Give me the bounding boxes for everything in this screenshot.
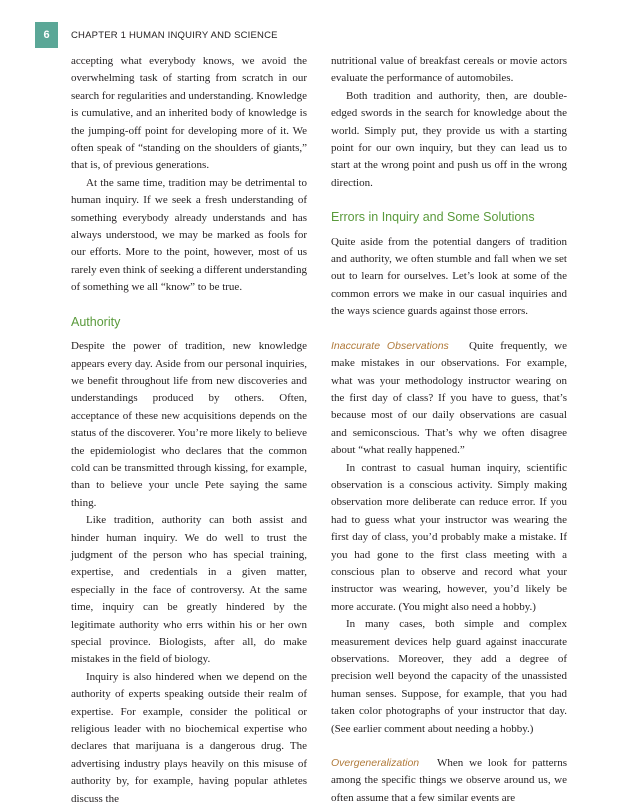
paragraph: Quite aside from the potential dangers of tradition and authority, we often stumble and fall when we set out to learn for ourselves. Let’s look at some of the common errors we make in our casual inquiries and the ways science guards against those errors. [331, 235, 567, 318]
page-number: 6 [43, 29, 50, 41]
paragraph: Both tradition and authority, then, are double-edged swords in the search for knowledge about the world. Simply put, they provide us with a starting point for our own inquiry, but they can lead us to start at the wrong point and push us off in the wrong direction. [331, 89, 567, 189]
paragraph-inaccurate-observations [331, 338, 567, 460]
paragraph-text: When we look for patterns among the specific things we observe around us, we often assume that a few similar events are [331, 757, 567, 804]
runin-heading-inaccurate-observations: Inaccurate Observations [331, 339, 449, 352]
paragraph: At the same time, tradition may be detrimental to human inquiry. If we seek a fresh understanding of something everybody already understands and has always understood, we may be marked as fools for our efforts. More to the point, however, most of us rarely even think of seeking a different understanding of something we all “know” to be true. [71, 176, 307, 294]
right-column [331, 53, 567, 807]
running-head: CHAPTER 1 HUMAN INQUIRY AND SCIENCE [71, 30, 278, 41]
paragraph: nutritional value of breakfast cereals or movie actors evaluate the performance of automobiles. [331, 55, 567, 85]
paragraph: Like tradition, authority can both assist and hinder human inquiry. We do well to trust the judgment of the person who has special training, expertise, and credentials in a given matter, especially in the face of controversy. At the same time, inquiry can be greatly hindered by the legitimate authority who errs within his or her own special province. Biologists, after all, do make mistakes in the field of biology. [71, 514, 307, 666]
paragraph: Inquiry is also hindered when we depend on the authority of experts speaking outside their realm of expertise. For example, consider the political or religious leader with no biochemical expertise who declares that marijuana is a dangerous drug. The advertising industry plays heavily on this misuse of authority by, for example, having popular athletes discuss the [71, 670, 307, 805]
left-column [71, 53, 307, 808]
paragraph-overgeneralization [331, 755, 567, 807]
paragraph: accepting what everybody knows, we avoid the overwhelming task of starting from scratch in our search for regularities and understanding. Knowledge is cumulative, and an inherited body of knowledge is the jumping-off point for developing more of it. We often speak of “standing on the shoulders of giants,” that is, of previous generations. [71, 55, 307, 172]
section-heading-errors: Errors in Inquiry and Some Solutions [331, 210, 535, 225]
section-heading-authority: Authority [71, 314, 121, 329]
runin-heading-overgeneralization: Overgeneralization [331, 757, 420, 770]
paragraph-text: Quite frequently, we make mistakes in our observations. For example, what was your methodology instructor wearing on the first day of class? If you have to guess, that’s because most of our daily observations are casual and semiconscious. That’s why we often disagree about “what really happened.” [331, 339, 567, 457]
paragraph: Despite the power of tradition, new knowledge appears every day. Aside from our personal inquiries, we benefit throughout life from new discoveries and understandings produced by others. Often, acceptance of these new acquisitions depends on the status of the discoverer. You’re more likely to believe the epidemiologist who declares that the common cold can be transmitted through kissing, for example, than to believe your uncle Pete saying the same thing. [71, 340, 307, 509]
paragraph: In many cases, both simple and complex measurement devices help guard against inaccurate observations. Moreover, they add a degree of precision well beyond the capacity of the unassisted human senses. Suppose, for example, that you had taken color photographs of your instructor that day. (See earlier comment about needing a hobby.) [331, 618, 567, 735]
page-number-badge [35, 22, 58, 48]
paragraph: In contrast to casual human inquiry, scientific observation is a conscious activity. Simply making observation more deliberate can reduce error. If you had to guess what your instructor was wearing the first day of class, you’d probably make a mistake. If you had gone to the first class meeting with a conscious plan to observe and record what your instructor was wearing, however, you’d likely be more accurate. (You might also need a hobby.) [331, 461, 567, 613]
